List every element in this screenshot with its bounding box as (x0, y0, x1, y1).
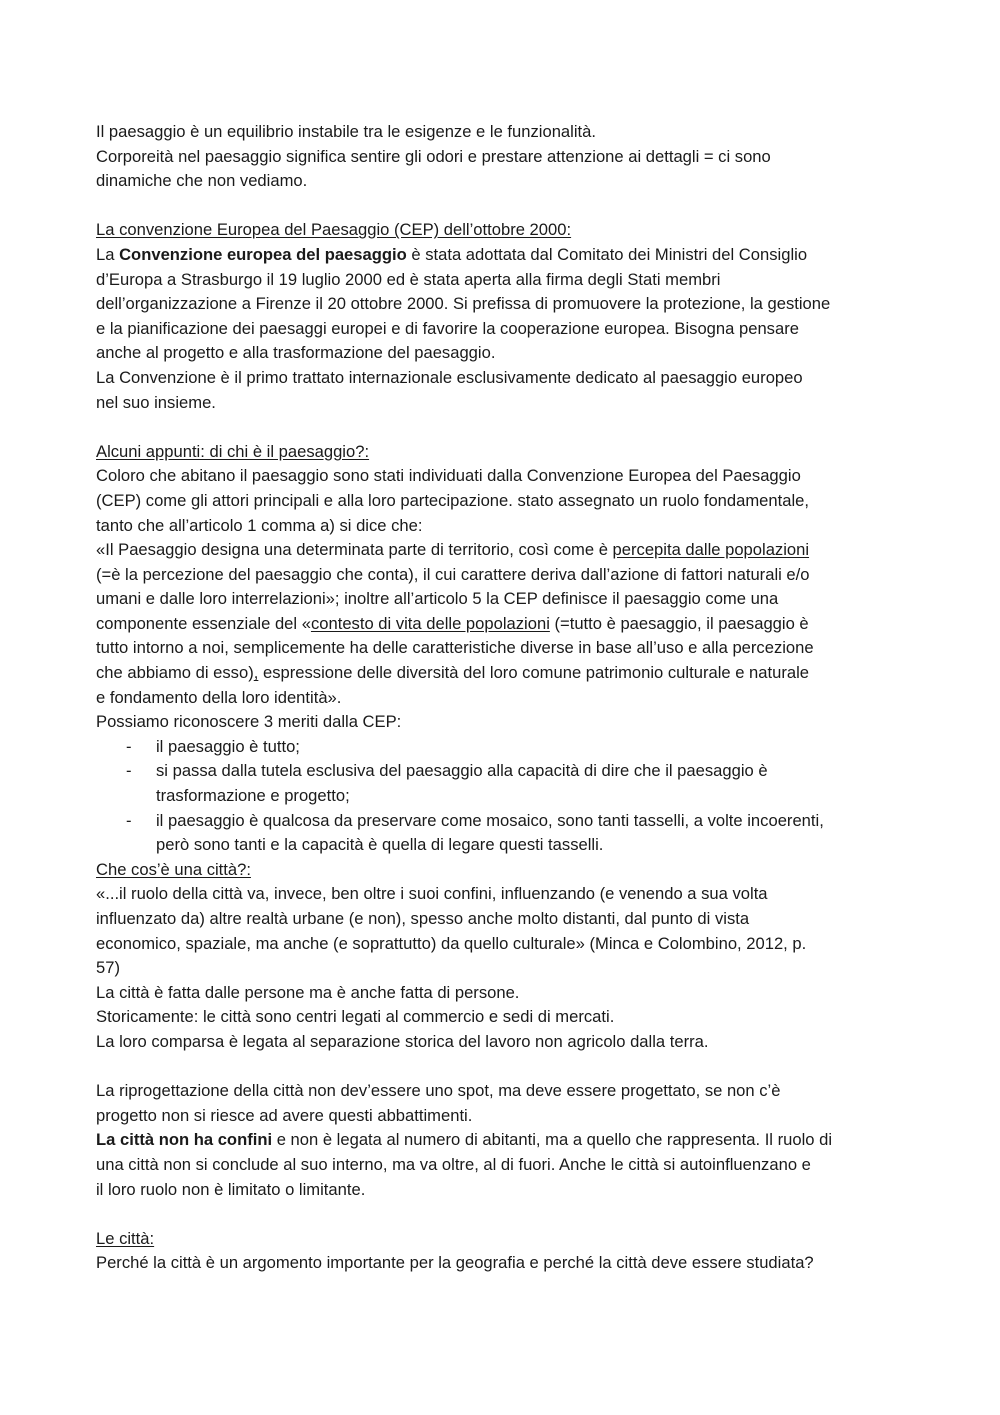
paragraph-line: d’Europa a Strasburgo il 19 luglio 2000 ed è stata aperta alla firma degli Stati membri (96, 269, 721, 289)
paragraph-line: La riprogettazione della città non dev’essere uno spot, ma deve essere progettato, se non c’è (96, 1081, 781, 1101)
paragraph-line: e la pianificazione dei paesaggi europei e di favorire la cooperazione europea. Bisogna pensare (96, 318, 799, 338)
text-run: espressione delle diversità del loro comune patrimonio culturale e naturale (258, 663, 810, 683)
paragraph-line: (CEP) come gli attori principali e alla loro partecipazione. stato assegnato un ruolo fondamentale, (96, 490, 810, 510)
paragraph-line: Coloro che abitano il paesaggio sono stati individuati dalla Convenzione Europea del Paesaggio (96, 466, 801, 486)
paragraph-line: Possiamo riconoscere 3 meriti dalla CEP: (96, 712, 402, 732)
paragraph-line: nel suo insieme. (96, 392, 216, 412)
paragraph-line: anche al progetto e alla trasformazione del paesaggio. (96, 343, 496, 363)
paragraph-line: una città non si conclude al suo interno, ma va oltre, al di fuori. Anche le città si autoinfluenzano e (96, 1154, 811, 1174)
paragraph-line: Perché la città è un argomento importante per la geografia e perché la città deve essere studiata? (96, 1253, 814, 1273)
list-item-text: il paesaggio è qualcosa da preservare come mosaico, sono tanti tasselli, a volte incoerenti, (156, 810, 824, 830)
quote-line (96, 612, 916, 637)
text-run: e non è legata al numero di abitanti, ma a quello che rappresenta. Il ruolo di (272, 1130, 833, 1150)
paragraph-line: tanto che all’articolo 1 comma a) si dice che: (96, 515, 423, 535)
bold-term: La città non ha confini (96, 1130, 273, 1150)
list-item-text: il paesaggio è tutto; (156, 736, 300, 756)
list-item-continuation: trasformazione e progetto; (156, 786, 350, 806)
quote-line: (=è la percezione del paesaggio che conta), il cui carattere deriva dall’azione di fattori naturali e/o (96, 564, 810, 584)
paragraph-line: «...il ruolo della città va, invece, ben oltre i suoi confini, influenzando (e venendo a sua volta (96, 884, 768, 904)
paragraph-line: La loro comparsa è legata al separazione storica del lavoro non agricolo dalla terra. (96, 1031, 709, 1051)
list-item-continuation: però sono tanti e la capacità è quella di legare questi tasselli. (156, 835, 604, 855)
quote-line (96, 661, 916, 686)
paragraph-line: dell’organizzazione a Firenze il 20 ottobre 2000. Si prefissa di promuovere la protezione, la gestione (96, 294, 831, 314)
quote-line: e fondamento della loro identità». (96, 687, 342, 707)
text-run: La (96, 244, 120, 264)
text-run: che abbiamo di esso) (96, 663, 254, 683)
paragraph-line: La Convenzione è il primo trattato internazionale esclusivamente dedicato al paesaggio europeo (96, 367, 803, 387)
paragraph-line (96, 243, 916, 268)
paragraph-line: Il paesaggio è un equilibrio instabile tra le esigenze e le funzionalità. (96, 122, 596, 141)
document-page (96, 120, 916, 1276)
paragraph-line: Corporeità nel paesaggio significa sentire gli odori e prestare attenzione ai dettagli = ci sono (96, 146, 771, 166)
text-run: componente essenziale del « (96, 613, 311, 633)
quote-line: tutto intorno a noi, semplicemente ha delle caratteristiche diverse in base all’uso e alla percezione (96, 638, 814, 658)
section-heading-le-citta: Le città: (96, 1228, 155, 1248)
text-run: «Il Paesaggio designa una determinata parte di territorio, così come è (96, 540, 613, 560)
paragraph-line: dinamiche che non vediamo. (96, 171, 308, 191)
list-item (96, 809, 916, 834)
bullet-dash: - (126, 761, 132, 781)
bullet-dash: - (126, 736, 132, 756)
section-heading-cep: La convenzione Europea del Paesaggio (CEP) dell’ottobre 2000: (96, 220, 572, 240)
paragraph-line (96, 1128, 916, 1153)
paragraph-line: economico, spaziale, ma anche (e soprattutto) da quello culturale» (Minca e Colombino, 2012, p. (96, 933, 807, 953)
list-item-text: si passa dalla tutela esclusiva del paesaggio alla capacità di dire che il paesaggio è (156, 761, 768, 781)
paragraph-line: La città è fatta dalle persone ma è anche fatta di persone. (96, 982, 520, 1002)
section-heading-citta: Che cos’è una città?: (96, 859, 251, 879)
list-item (96, 759, 916, 784)
quote-line (96, 538, 916, 563)
underlined-comma: , (253, 663, 259, 683)
paragraph-line: Storicamente: le città sono centri legati al commercio e sedi di mercati. (96, 1007, 615, 1027)
text-run: (=tutto è paesaggio, il paesaggio è (549, 613, 809, 633)
underlined-phrase: contesto di vita delle popolazioni (310, 613, 550, 633)
section-heading-appunti: Alcuni appunti: di chi è il paesaggio?: (96, 441, 370, 461)
quote-line: umani e dalle loro interrelazioni»; inoltre all’articolo 5 la CEP definisce il paesaggio come una (96, 589, 779, 609)
paragraph-line: progetto non si riesce ad avere questi abbattimenti. (96, 1105, 473, 1125)
paragraph-line: influenzato da) altre realtà urbane (e non), spesso anche molto distanti, dal punto di vista (96, 909, 750, 928)
bullet-dash: - (126, 810, 132, 830)
underlined-phrase: percepita dalle popolazioni (612, 540, 810, 560)
paragraph-line: il loro ruolo non è limitato o limitante. (96, 1179, 366, 1199)
paragraph-line: 57) (96, 958, 120, 978)
text-run: è stata adottata dal Comitato dei Ministri del Consiglio (406, 244, 808, 264)
list-item (96, 735, 916, 760)
bold-term: Convenzione europea del paesaggio (119, 244, 407, 264)
